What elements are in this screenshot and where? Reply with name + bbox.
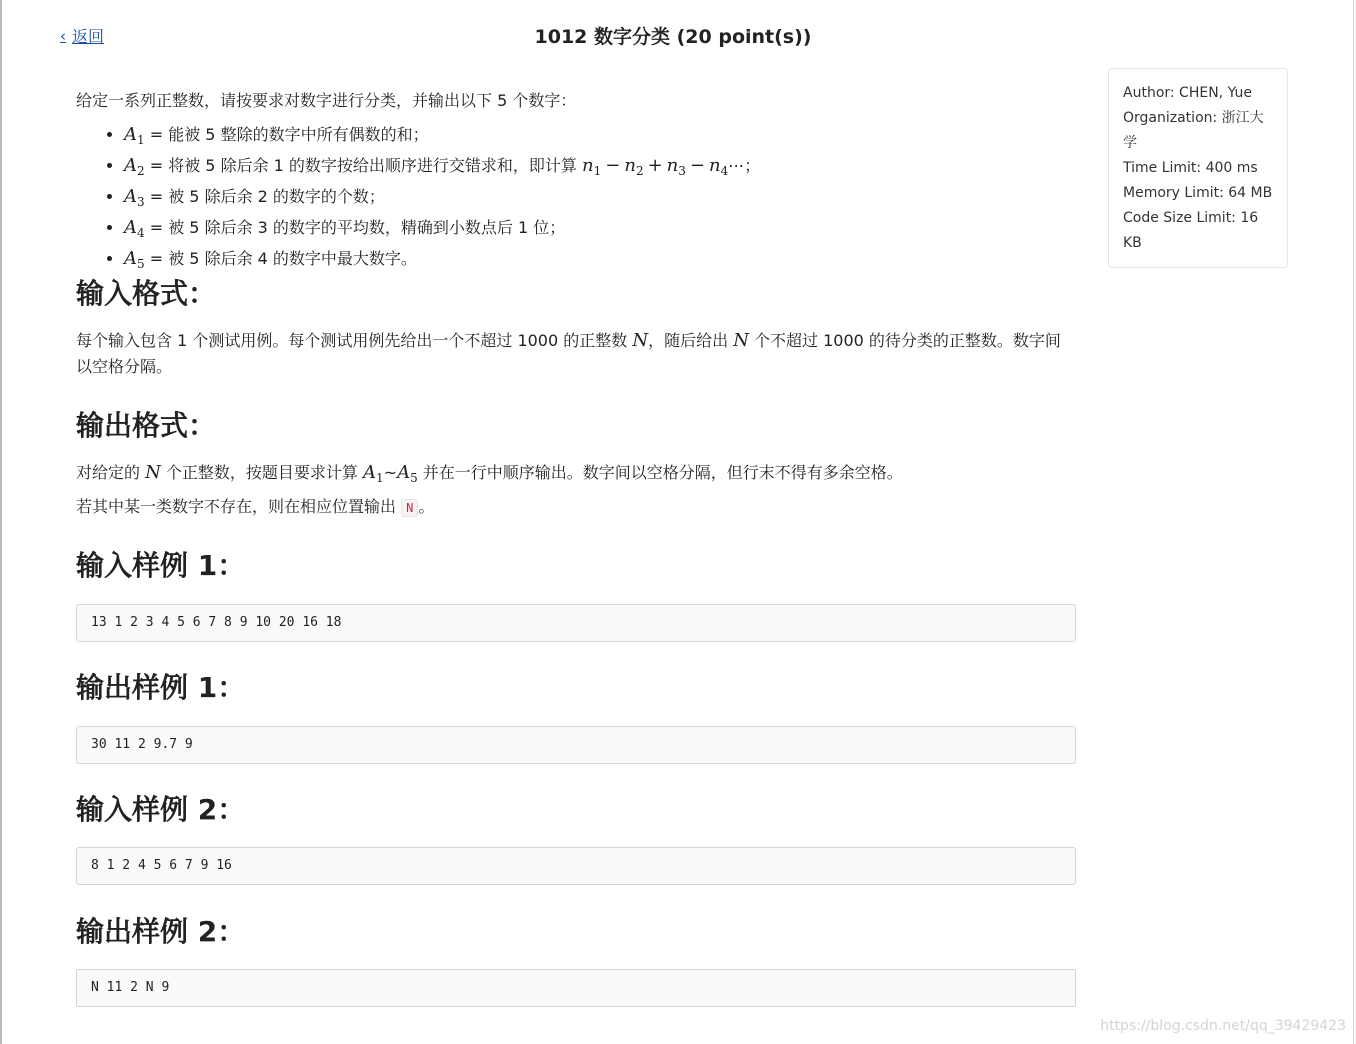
- sample-heading: 输入样例 1：: [76, 549, 246, 582]
- math-var: A: [124, 186, 137, 207]
- rule-text: = 将被 5 除后余 1 的数字按给出顺序进行交错求和，即计算: [144, 156, 583, 175]
- math-var: N: [145, 462, 161, 483]
- output-format-heading: 输出格式：: [76, 409, 217, 442]
- math-sub: 1: [137, 133, 145, 147]
- math-var: A: [124, 248, 137, 269]
- rule-text: = 被 5 除后余 2 的数字的个数；: [144, 187, 385, 206]
- math-var: A: [124, 155, 137, 176]
- top-bar: [0, 0, 1356, 70]
- problem-info-panel: [1108, 68, 1288, 268]
- info-code-size-limit: Code Size Limit: 16 KB: [1123, 210, 1259, 251]
- math-sub: 2: [137, 164, 145, 178]
- math-sub: 3: [137, 195, 145, 209]
- chevron-left-icon: ‹: [60, 26, 66, 45]
- rule-item: [124, 184, 1124, 215]
- rule-text: = 被 5 除后余 4 的数字中最大数字。: [144, 249, 417, 268]
- math-var: A: [124, 124, 137, 145]
- sample-code-box[interactable]: 8 1 2 4 5 6 7 9 16: [76, 847, 1076, 885]
- info-time-limit: Time Limit: 400 ms: [1123, 160, 1258, 176]
- problem-intro: 给定一系列正整数，请按要求对数字进行分类，并输出以下 5 个数字：: [76, 91, 577, 110]
- inline-code-N: N: [401, 499, 418, 517]
- math-sub: 5: [137, 257, 145, 271]
- sample-heading: 输出样例 1：: [76, 671, 246, 704]
- math-sub: 4: [137, 226, 145, 240]
- formula-tail: ⋯；: [728, 156, 761, 175]
- sample-heading: 输出样例 2：: [76, 915, 246, 948]
- math-var: N: [632, 330, 649, 351]
- math-var: N: [733, 330, 749, 351]
- math-var: A: [124, 217, 137, 238]
- output-missing-text: 若其中某一类数字不存在，则在相应位置输出 N 。: [76, 497, 435, 516]
- page-title: 1012 数字分类 (20 point(s)): [534, 26, 812, 48]
- input-format-text: 每个输入包含 1 个测试用例。每个测试用例先给出一个不超过 1000 的正整数 N，随后给出 N 个不超过 1000 的待分类的正整数。数字间以空格分隔。: [76, 330, 1061, 376]
- info-memory-limit: Memory Limit: 64 MB: [1123, 185, 1273, 201]
- sample-code-box[interactable]: 13 1 2 3 4 5 6 7 8 9 10 20 16 18: [76, 604, 1076, 642]
- output-format-text: 对给定的 N 个正整数，按题目要求计算 $A_1\sim A_5$ 并在一行中顺序输出。数字间以空格分隔，但行末不得有多余空格。: [76, 462, 903, 485]
- math-formula: $n_1 - n_2 + n_3 - n_4$: [582, 155, 729, 178]
- info-organization: Organization: 浙江大学: [1123, 110, 1264, 151]
- rule-item: [124, 122, 1124, 153]
- input-format-heading: 输入格式：: [76, 277, 217, 310]
- rule-item: [124, 153, 1124, 184]
- rule-item: [124, 246, 1124, 277]
- rule-list: [76, 122, 1124, 277]
- rule-text: = 能被 5 整除的数字中所有偶数的和；: [144, 125, 429, 144]
- rule-item: [124, 215, 1124, 246]
- watermark: https://blog.csdn.net/qq_39429423: [1100, 1018, 1346, 1034]
- rule-text: = 被 5 除后余 3 的数字的平均数，精确到小数点后 1 位；: [144, 218, 566, 237]
- sample-heading: 输入样例 2：: [76, 793, 246, 826]
- info-author: Author: CHEN, Yue: [1123, 85, 1253, 101]
- sample-code-box[interactable]: 30 11 2 9.7 9: [76, 726, 1076, 764]
- sample-code-box[interactable]: N 11 2 N 9: [76, 969, 1076, 1007]
- back-label: 返回: [72, 27, 105, 46]
